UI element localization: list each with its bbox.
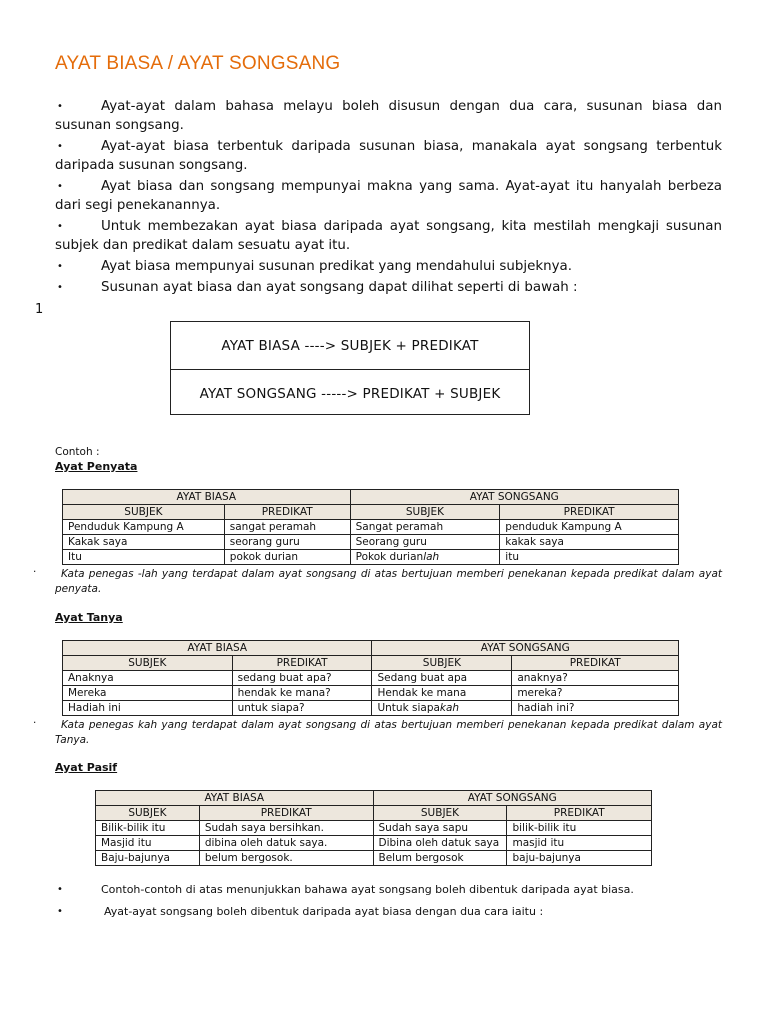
- bullet-dot-icon: •: [57, 181, 63, 192]
- bullet-item: [55, 257, 722, 276]
- bullet-dot-icon: •: [57, 884, 63, 895]
- table-row: [63, 550, 679, 565]
- table-row: [63, 535, 679, 550]
- header-ayat-songsang: AYAT SONGSANG: [350, 490, 678, 505]
- table-cell: Bilik-bilik itu: [96, 821, 200, 836]
- note-penyata: [33, 566, 722, 597]
- table-cell: anaknya?: [512, 671, 679, 686]
- table-cell: hendak ke mana?: [232, 686, 372, 701]
- table-cell: Kakak saya: [63, 535, 225, 550]
- table-cell: sedang buat apa?: [232, 671, 372, 686]
- header-ayat-biasa: AYAT BIASA: [96, 791, 374, 806]
- col-predikat: PREDIKAT: [199, 806, 373, 821]
- table-cell: Sedang buat apa: [372, 671, 512, 686]
- bullet-item: [55, 278, 722, 297]
- bullet-text: Ayat biasa dan songsang mempunyai makna yang sama. Ayat-ayat itu hanyalah berbeza dari segi penekanannya.: [55, 179, 722, 213]
- table-cell: Seorang guru: [350, 535, 500, 550]
- table-ayat-penyata: [62, 489, 679, 565]
- bullet-dot-icon: •: [57, 906, 63, 917]
- header-ayat-songsang: AYAT SONGSANG: [373, 791, 652, 806]
- table-cell: hadiah ini?: [512, 701, 679, 716]
- table-row: [63, 701, 679, 716]
- col-subjek: SUBJEK: [350, 505, 500, 520]
- table-group-header: [63, 490, 679, 505]
- table-ayat-pasif: [95, 790, 652, 866]
- heading-ayat-tanya: Ayat Tanya: [55, 611, 123, 624]
- col-subjek: SUBJEK: [96, 806, 200, 821]
- table-cell: sangat peramah: [224, 520, 350, 535]
- bullet-dot-icon: •: [57, 261, 63, 272]
- bullet-item: [55, 97, 722, 135]
- table-row: [63, 671, 679, 686]
- closing-text: Ayat-ayat songsang boleh dibentuk daripada ayat biasa dengan dua cara iaitu :: [104, 905, 544, 918]
- bullet-dot-icon: •: [57, 282, 63, 293]
- contoh-label: Contoh :: [55, 446, 100, 458]
- formula-box: [170, 321, 530, 415]
- table-cell: penduduk Kampung A: [500, 520, 679, 535]
- note-dot-icon: ·: [33, 566, 37, 578]
- table-cell: dibina oleh datuk saya.: [199, 836, 373, 851]
- table-cell: Itu: [63, 550, 225, 565]
- intro-bullet-list: [55, 97, 722, 299]
- bullet-item: [55, 177, 722, 215]
- table-group-header: [96, 791, 652, 806]
- table-row: [96, 836, 652, 851]
- closing-text: Contoh-contoh di atas menunjukkan bahawa ayat songsang boleh dibentuk daripada ayat biasa.: [101, 883, 634, 896]
- table-row: [96, 821, 652, 836]
- table-cell: untuk siapa?: [232, 701, 372, 716]
- bullet-dot-icon: •: [57, 101, 63, 112]
- table-cell: Baju-bajunya: [96, 851, 200, 866]
- note-text: Kata penegas -lah yang terdapat dalam ayat songsang di atas bertujuan memberi penekanan kepada predikat dalam ayat penyata.: [55, 568, 722, 595]
- table-group-header: [63, 641, 679, 656]
- table-cell: mereka?: [512, 686, 679, 701]
- note-dot-icon: ·: [33, 717, 37, 729]
- col-subjek: SUBJEK: [373, 806, 507, 821]
- formula-songsang: AYAT SONGSANG -----> PREDIKAT + SUBJEK: [171, 369, 529, 417]
- col-predikat: PREDIKAT: [224, 505, 350, 520]
- table-cell: belum bergosok.: [199, 851, 373, 866]
- table-cell: bilik-bilik itu: [507, 821, 652, 836]
- table-cell: itu: [500, 550, 679, 565]
- table-cell: baju-bajunya: [507, 851, 652, 866]
- table-cell: Belum bergosok: [373, 851, 507, 866]
- bullet-text: Untuk membezakan ayat biasa daripada ayat songsang, kita mestilah mengkaji susunan subjek dan predikat dalam sesuatu ayat itu.: [55, 219, 722, 253]
- table-cell: pokok durian: [224, 550, 350, 565]
- header-ayat-biasa: AYAT BIASA: [63, 641, 372, 656]
- table-cell: [350, 550, 500, 565]
- bullet-text: Ayat biasa mempunyai susunan predikat yang mendahului subjeknya.: [101, 259, 572, 274]
- table-cell: Anaknya: [63, 671, 233, 686]
- emphasis-suffix: kah: [439, 702, 460, 714]
- page-title: AYAT BIASA / AYAT SONGSANG: [55, 53, 341, 74]
- bullet-item: [55, 217, 722, 255]
- bullet-text: Ayat-ayat dalam bahasa melayu boleh disusun dengan dua cara, susunan biasa dan susunan songsang.: [55, 99, 722, 133]
- page-marker: 1: [35, 302, 44, 317]
- table-column-header: [96, 806, 652, 821]
- table-cell: Masjid itu: [96, 836, 200, 851]
- col-subjek: SUBJEK: [63, 656, 233, 671]
- closing-bullet: [55, 882, 722, 898]
- col-predikat: PREDIKAT: [232, 656, 372, 671]
- table-ayat-tanya: [62, 640, 679, 716]
- table-cell: masjid itu: [507, 836, 652, 851]
- table-cell: Hendak ke mana: [372, 686, 512, 701]
- table-cell: seorang guru: [224, 535, 350, 550]
- bullet-dot-icon: •: [57, 141, 63, 152]
- table-cell: Sangat peramah: [350, 520, 500, 535]
- table-cell: kakak saya: [500, 535, 679, 550]
- note-tanya: [33, 717, 722, 748]
- table-cell: Penduduk Kampung A: [63, 520, 225, 535]
- col-predikat: PREDIKAT: [507, 806, 652, 821]
- table-cell: Sudah saya sapu: [373, 821, 507, 836]
- table-cell: Mereka: [63, 686, 233, 701]
- emphasis-suffix: lah: [423, 551, 440, 563]
- table-row: [63, 686, 679, 701]
- table-cell: [372, 701, 512, 716]
- cell-text: Pokok durian: [355, 551, 424, 563]
- table-cell: Sudah saya bersihkan.: [199, 821, 373, 836]
- col-subjek: SUBJEK: [63, 505, 225, 520]
- bullet-text: Ayat-ayat biasa terbentuk daripada susunan biasa, manakala ayat songsang terbentuk daripada susunan songsang.: [55, 139, 722, 173]
- col-predikat: PREDIKAT: [512, 656, 679, 671]
- cell-text: Untuk siapa: [377, 702, 440, 714]
- table-column-header: [63, 505, 679, 520]
- table-cell: Hadiah ini: [63, 701, 233, 716]
- col-predikat: PREDIKAT: [500, 505, 679, 520]
- bullet-item: [55, 137, 722, 175]
- closing-bullet: [55, 904, 722, 920]
- header-ayat-biasa: AYAT BIASA: [63, 490, 351, 505]
- table-column-header: [63, 656, 679, 671]
- table-row: [63, 520, 679, 535]
- heading-ayat-penyata: Ayat Penyata: [55, 460, 138, 473]
- note-text: Kata penegas kah yang terdapat dalam ayat songsang di atas bertujuan memberi penekanan kepada predikat dalam ayat Tanya.: [55, 719, 722, 746]
- table-cell: Dibina oleh datuk saya: [373, 836, 507, 851]
- heading-ayat-pasif: Ayat Pasif: [55, 761, 118, 774]
- bullet-dot-icon: •: [57, 221, 63, 232]
- formula-biasa: AYAT BIASA ----> SUBJEK + PREDIKAT: [221, 337, 479, 354]
- header-ayat-songsang: AYAT SONGSANG: [372, 641, 679, 656]
- table-row: [96, 851, 652, 866]
- bullet-text: Susunan ayat biasa dan ayat songsang dapat dilihat seperti di bawah :: [101, 280, 578, 295]
- col-subjek: SUBJEK: [372, 656, 512, 671]
